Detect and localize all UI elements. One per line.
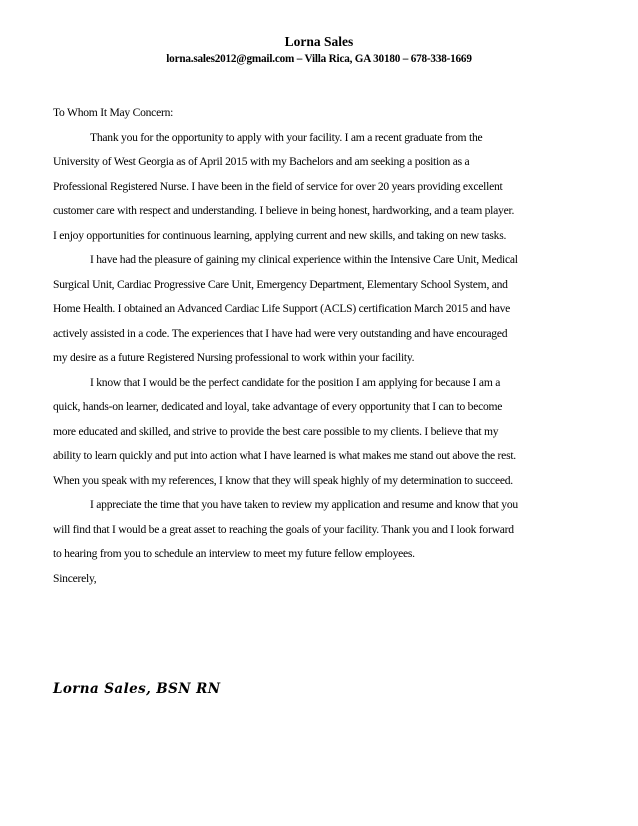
paragraph-4-line-3: to hearing from you to schedule an interview to meet my future fellow employees. [53, 547, 415, 560]
paragraph-1-line-1: Thank you for the opportunity to apply with your facility. I am a recent graduate from the [90, 130, 483, 144]
paragraph-2-line-3: Home Health. I obtained an Advanced Cardiac Life Support (ACLS) certification March 2015 and have [53, 302, 511, 315]
paragraph-2-line-1: I have had the pleasure of gaining my clinical experience within the Intensive Care Unit, Medical [90, 253, 518, 266]
paragraph-1-line-2: University of West Georgia as of April 2015 with my Bachelors and am seeking a position as a [53, 155, 470, 168]
salutation: To Whom It May Concern: [53, 106, 174, 119]
paragraph-4-line-2: will find that I would be a great asset to reaching the goals of your facility. Thank you and I look forward [53, 522, 514, 536]
paragraph-3-line-5: When you speak with my references, I know that they will speak highly of my determination to succeed. [53, 473, 513, 487]
paragraph-3-line-1: I know that I would be the perfect candidate for the position I am applying for because I am a [90, 375, 501, 389]
paragraph-3-line-4: ability to learn quickly and put into action what I have learned is what makes me stand out above the rest. [53, 449, 516, 462]
paragraph-3-line-2: quick, hands-on learner, dedicated and loyal, take advantage of every opportunity that I can to become [53, 400, 503, 413]
closing: Sincerely, [53, 571, 97, 585]
signature: Lorna Sales, BSN RN [53, 681, 221, 697]
paragraph-1-line-4: customer care with respect and understanding. I believe in being honest, hardworking, and a team player. [53, 204, 515, 217]
paragraph-4-line-1: I appreciate the time that you have taken to review my application and resume and know that you [90, 498, 518, 511]
paragraph-3-line-3: more educated and skilled, and strive to provide the best care possible to my clients. I believe that my [53, 424, 499, 438]
sender-name: Lorna Sales [284, 34, 354, 49]
paragraph-2-line-2: Surgical Unit, Cardiac Progressive Care Unit, Emergency Department, Elementary School System, and [53, 277, 508, 291]
sender-contact-line: lorna.sales2012@gmail.com – Villa Rica, GA 30180 – 678-338-1669 [166, 53, 472, 65]
paragraph-1-line-3: Professional Registered Nurse. I have been in the field of service for over 20 years providing excellent [53, 179, 503, 193]
paragraph-2-line-5: my desire as a future Registered Nursing professional to work within your facility. [53, 351, 415, 364]
paragraph-2-line-4: actively assisted in a code. The experiences that I have had were very outstanding and have encouraged [53, 326, 508, 340]
letter-body [53, 101, 593, 591]
paragraph-1-line-5: I enjoy opportunities for continuous learning, applying current and new skills, and taking on new tasks. [53, 228, 507, 242]
